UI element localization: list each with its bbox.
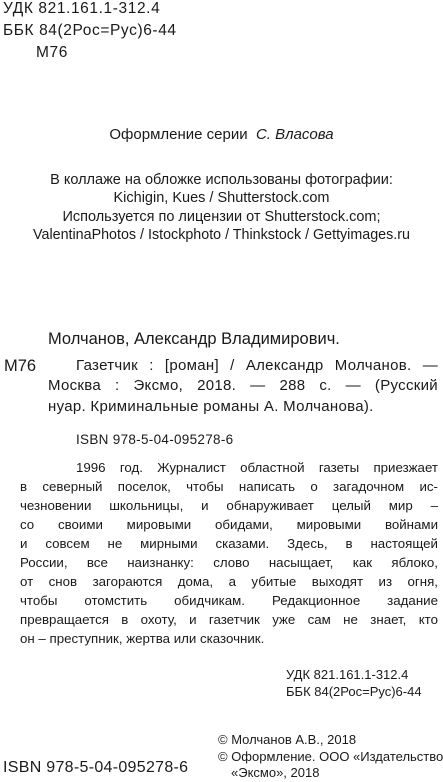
- photo-credit-line: Используется по лицензии от Shutterstock.com;: [62, 209, 381, 225]
- annotation-line: чезновении школьницы, и обнаруживает целый мир –: [20, 498, 438, 513]
- bib-line: Газетчик : [роман] / Александр Молчанов. —: [76, 357, 438, 374]
- series-prefix: Оформление серии: [109, 126, 248, 143]
- annotation-line: 1996 год. Журналист областной газеты приезжает: [76, 460, 438, 475]
- annotation-line: России, все наизнанку: слово насыщает, как яблоко,: [20, 555, 438, 570]
- annotation-line: в северный поселок, чтобы написать о загадочном ис-: [20, 479, 438, 494]
- isbn-footer: ISBN 978-5-04-095278-6: [3, 759, 189, 776]
- photo-credit-line: ValentinaPhotos / Istockphoto / Thinkstock / Gettyimages.ru: [33, 227, 410, 243]
- copyright-line: © Молчанов А.В., 2018: [218, 732, 357, 747]
- photo-credit-line: Kichigin, Kues / Shutterstock.com: [113, 190, 330, 206]
- photo-credit-line: В коллаже на обложке использованы фотографии:: [50, 172, 393, 188]
- udk-code-top: УДК 821.161.1-312.4: [3, 0, 161, 17]
- author-mark-top: М76: [36, 44, 68, 61]
- annotation-line: он – преступник, жертва или сказочник.: [20, 631, 265, 646]
- bib-line: Москва : Эксмо, 2018. — 288 с. — (Русский: [48, 377, 438, 394]
- udk-code-bottom: УДК 821.161.1-312.4: [286, 667, 409, 682]
- author-heading: Молчанов, Александр Владимирович.: [48, 330, 340, 348]
- annotation-line: превращается в охоту, и газетчик уже сам не знает, кто: [20, 612, 438, 627]
- annotation-line: и совсем не мирными сказами. Здесь, в настоящей: [20, 536, 438, 551]
- annotation-line: со своими мировыми обидами, мировыми войнами: [20, 517, 438, 532]
- author-mark: М76: [4, 357, 37, 375]
- series-designer: С. Власова: [255, 126, 334, 143]
- series-credit: [0, 126, 443, 143]
- copyright-line: «Эксмо», 2018: [231, 765, 320, 780]
- isbn-line: ISBN 978-5-04-095278-6: [76, 432, 234, 447]
- annotation-line: от снов загораются дома, а убитые выходят из огня,: [20, 574, 438, 589]
- bib-line: нуар. Криминальные романы А. Молчанова).: [48, 398, 374, 415]
- bbk-code-top: ББК 84(2Рос=Рус)6-44: [3, 22, 177, 39]
- annotation-line: чтобы отомстить обидчикам. Редакционное задание: [20, 593, 438, 608]
- copyright-line: © Оформление. ООО «Издательство: [218, 749, 443, 764]
- bbk-code-bottom: ББК 84(2Рос=Рус)6-44: [286, 684, 422, 699]
